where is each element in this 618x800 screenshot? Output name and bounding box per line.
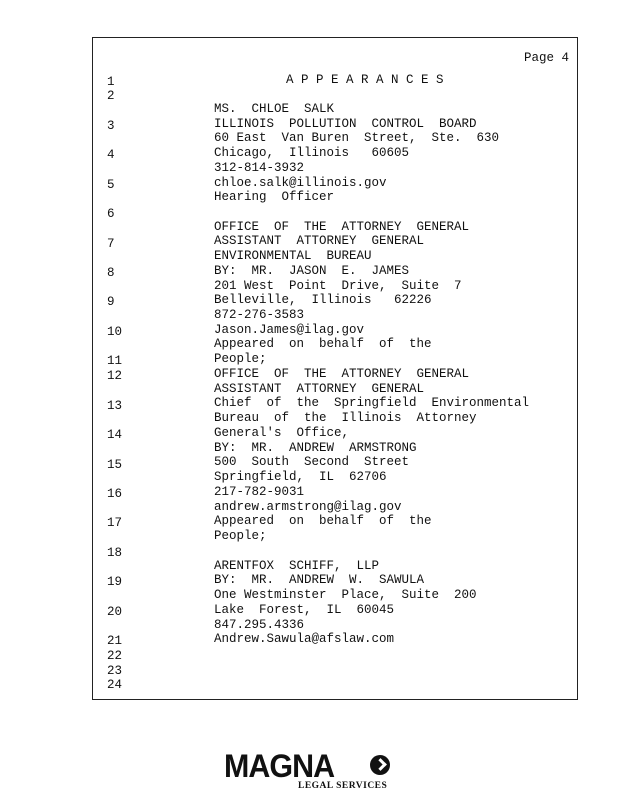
- line-number: 18: [107, 546, 123, 560]
- transcript-line: 201 West Point Drive, Suite 7: [214, 279, 462, 293]
- transcript-line: BY: MR. ANDREW ARMSTRONG: [214, 441, 417, 455]
- transcript-page: [92, 37, 578, 700]
- transcript-line: ILLINOIS POLLUTION CONTROL BOARD: [214, 117, 477, 131]
- line-number: 7: [107, 237, 115, 251]
- transcript-line: 872-276-3583: [214, 308, 305, 322]
- transcript-line: People;: [214, 352, 267, 366]
- transcript-line: Belleville, Illinois 62226: [214, 293, 432, 307]
- transcript-line: Bureau of the Illinois Attorney: [214, 411, 477, 425]
- transcript-line: ASSISTANT ATTORNEY GENERAL: [214, 382, 425, 396]
- line-number: 1: [107, 75, 115, 89]
- logo-wordmark: MAGNA: [224, 748, 335, 784]
- magna-logo: [224, 748, 394, 794]
- transcript-line: Andrew.Sawula@afslaw.com: [214, 632, 395, 646]
- transcript-line: ASSISTANT ATTORNEY GENERAL: [214, 234, 425, 248]
- transcript-line: Lake Forest, IL 60045: [214, 603, 395, 617]
- page-number: Page 4: [523, 51, 569, 65]
- transcript-line: Springfield, IL 62706: [214, 470, 387, 484]
- transcript-line: ARENTFOX SCHIFF, LLP: [214, 559, 380, 573]
- transcript-line: OFFICE OF THE ATTORNEY GENERAL: [214, 367, 470, 381]
- line-number: 11: [107, 354, 123, 368]
- transcript-line: Appeared on behalf of the: [214, 514, 432, 528]
- line-number: 10: [107, 325, 123, 339]
- transcript-line: andrew.armstrong@ilag.gov: [214, 500, 402, 514]
- transcript-line: 847.295.4336: [214, 618, 305, 632]
- line-number: 23: [107, 664, 123, 678]
- transcript-line: Jason.James@ilag.gov: [214, 323, 365, 337]
- transcript-line: Hearing Officer: [214, 190, 335, 204]
- line-number: 3: [107, 119, 115, 133]
- line-number: 2: [107, 89, 115, 103]
- line-number: 13: [107, 399, 123, 413]
- line-number: 15: [107, 458, 123, 472]
- line-number: 6: [107, 207, 115, 221]
- line-number: 5: [107, 178, 115, 192]
- line-number: 9: [107, 295, 115, 309]
- transcript-line: BY: MR. JASON E. JAMES: [214, 264, 410, 278]
- line-number: 16: [107, 487, 123, 501]
- transcript-line: BY: MR. ANDREW W. SAWULA: [214, 573, 425, 587]
- transcript-line: 60 East Van Buren Street, Ste. 630: [214, 131, 500, 145]
- transcript-line: 500 South Second Street: [214, 455, 410, 469]
- arrow-icon: [370, 755, 390, 775]
- line-number: 14: [107, 428, 123, 442]
- transcript-line: General's Office,: [214, 426, 350, 440]
- line-number: 17: [107, 516, 123, 530]
- line-number: 19: [107, 575, 123, 589]
- transcript-line: MS. CHLOE SALK: [214, 102, 335, 116]
- line-number: 8: [107, 266, 115, 280]
- line-number: 22: [107, 649, 123, 663]
- transcript-line: Chicago, Illinois 60605: [214, 146, 410, 160]
- transcript-line: Chief of the Springfield Environmental: [214, 396, 530, 410]
- section-title: A P P E A R A N C E S: [286, 73, 444, 87]
- transcript-line: 217-782-9031: [214, 485, 305, 499]
- line-number: 12: [107, 369, 123, 383]
- line-number: 4: [107, 148, 115, 162]
- line-number: 24: [107, 678, 123, 692]
- transcript-line: One Westminster Place, Suite 200: [214, 588, 477, 602]
- transcript-line: People;: [214, 529, 267, 543]
- transcript-line: Appeared on behalf of the: [214, 337, 432, 351]
- transcript-line: ENVIRONMENTAL BUREAU: [214, 249, 372, 263]
- line-number: 20: [107, 605, 123, 619]
- transcript-line: OFFICE OF THE ATTORNEY GENERAL: [214, 220, 470, 234]
- transcript-line: chloe.salk@illinois.gov: [214, 176, 387, 190]
- line-number: 21: [107, 634, 123, 648]
- logo-subtitle: LEGAL SERVICES: [298, 781, 388, 791]
- transcript-line: 312-814-3932: [214, 161, 305, 175]
